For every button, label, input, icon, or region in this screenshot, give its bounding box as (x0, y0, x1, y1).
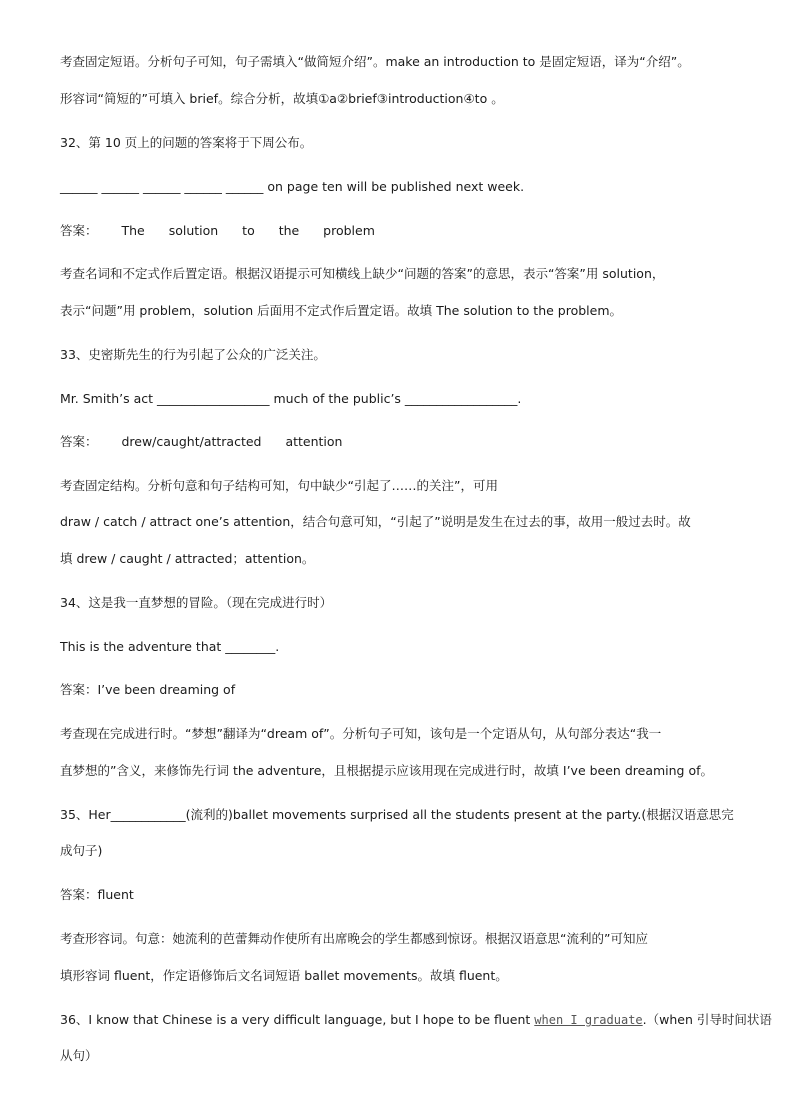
question-36-line1 (60, 1011, 772, 1029)
question-36-text: 36、I know that Chinese is a very difficult language, but I hope to be fluent (60, 1012, 535, 1027)
underlined-clause: when I graduate (534, 1013, 643, 1027)
text-line: 表示“问题”用 problem，solution 后面用不定式作后置定语。故填 The solution to the problem。 (60, 303, 623, 318)
text-line: 成句子) (60, 843, 103, 858)
text-line: 考查现在完成进行时。“梦想”翻译为“dream of”。分析句子可知，该句是一个定语从句，从句部分表达“我一 (60, 726, 662, 741)
text-line: 考查固定结构。分析句意和句子结构可知，句中缺少“引起了……的关注”，可用 (60, 478, 498, 493)
text-line: 答案： The solution to the problem (60, 223, 375, 238)
text-line: 答案： drew/caught/attracted attention (60, 434, 343, 449)
text-line: draw / catch / attract one’s attention，结合句意可知，“引起了”说明是发生在过去的事，故用一般过去时。故 (60, 514, 691, 529)
question-36-line2: 从句） (60, 1048, 98, 1063)
text-line: 填 drew / caught / attracted；attention。 (60, 551, 315, 566)
text-line: Mr. Smith’s act __________________ much of the public’s __________________. (60, 391, 522, 406)
text-line: 直梦想的”含义，来修饰先行词 the adventure，且根据提示应该用现在完成进行时，故填 I’ve been dreaming of。 (60, 763, 714, 778)
question-36-note: .（when 引导时间状语 (642, 1012, 772, 1027)
text-line: 形容词“简短的”可填入 brief。综合分析，故填①a②brief③introduction④to 。 (60, 91, 504, 106)
text-line: This is the adventure that ________. (60, 639, 280, 654)
text-line: 答案：fluent (60, 887, 134, 902)
text-line: 33、史密斯先生的行为引起了公众的广泛关注。 (60, 347, 326, 362)
text-line: 32、第 10 页上的问题的答案将于下周公布。 (60, 135, 313, 150)
text-line: 答案：I’ve been dreaming of (60, 682, 236, 697)
text-line: ______ ______ ______ ______ ______ on page ten will be published next week. (60, 179, 525, 194)
text-line: 考查名词和不定式作后置定语。根据汉语提示可知横线上缺少“问题的答案”的意思，表示“答案”用 solution， (60, 266, 665, 281)
text-line: 考查形容词。句意：她流利的芭蕾舞动作使所有出席晚会的学生都感到惊讶。根据汉语意思“流利的”可知应 (60, 931, 648, 946)
text-line: 填形容词 fluent，作定语修饰后文名词短语 ballet movements。故填 fluent。 (60, 968, 508, 983)
text-line: 35、Her____________(流利的)ballet movements surprised all the students present at the party.(根据汉语意思完 (60, 807, 734, 822)
text-line: 考查固定短语。分析句子可知，句子需填入“做简短介绍”。make an introduction to 是固定短语，译为“介绍”。 (60, 54, 690, 69)
text-line: 34、这是我一直梦想的冒险。（现在完成进行时） (60, 595, 333, 610)
